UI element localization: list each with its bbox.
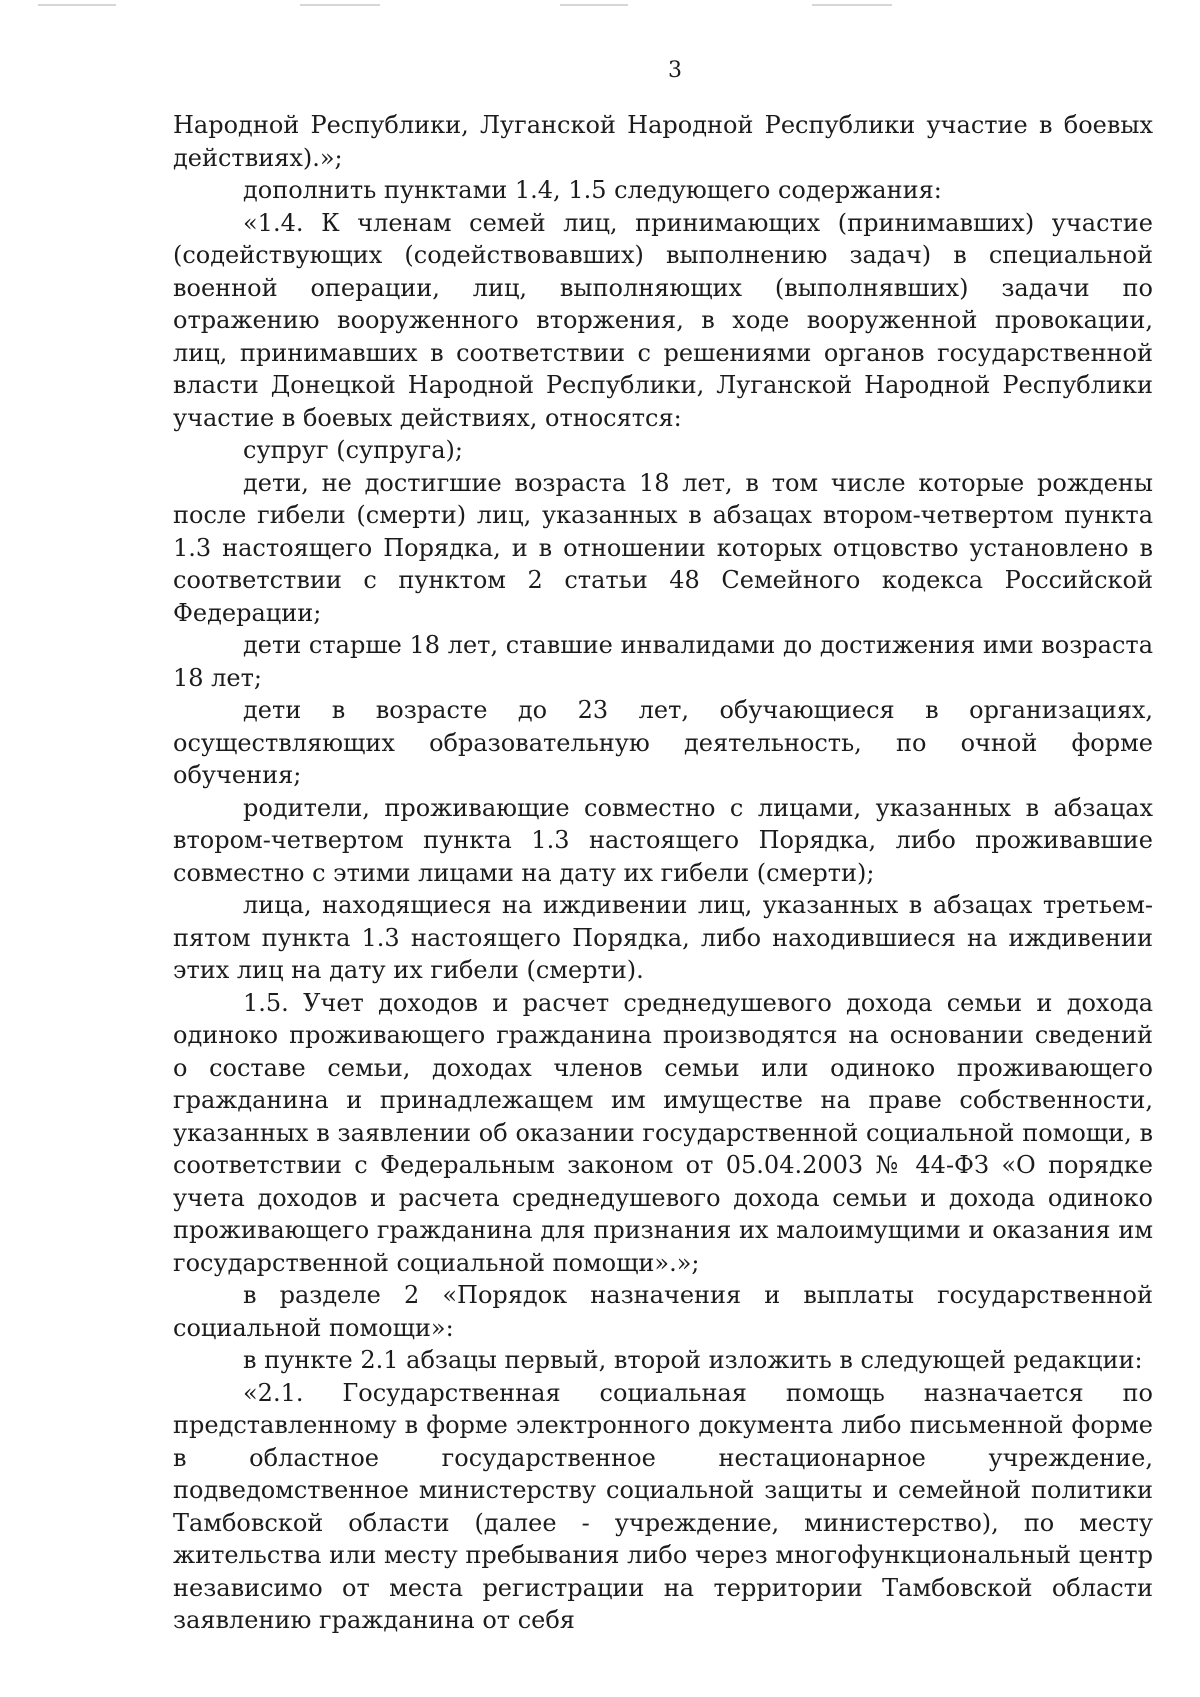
page-number: 3 [668,58,682,83]
paragraph: в разделе 2 «Порядок назначения и выплаты государственной социальной помощи»: [173,1281,1153,1342]
paragraph: Народной Республики, Луганской Народной Республики участие в боевых действиях).»; [173,111,1153,172]
paragraph: дети, не достигшие возраста 18 лет, в том числе которые рождены после гибели (смерти) лиц, указанных в абзацах втором-четвертом пункта 1.3 настоящего Порядка, и в отношении которых отцовство установлено в соответствии с пунктом 2 статьи 48 Семейного кодекса Российской Федерации; [173,468,1153,627]
paragraph: 1.5. Учет доходов и расчет среднедушевого дохода семьи и дохода одиноко проживающего гражданина производятся на основании сведений о составе семьи, доходах членов семьи или одиноко проживающего гражданина и принадлежащем им имуществе на праве собственности, указанных в заявлении об оказании государственной социальной помощи, в соответствии с Федеральным законом от 05.04.2003 № 44-ФЗ «О порядке учета доходов и расчета среднедушевого дохода семьи и дохода одиноко проживающего гражданина для признания их малоимущими и оказания им государственной социальной помощи».»; [173,988,1153,1277]
paragraph: «1.4. К членам семей лиц, принимающих (принимавших) участие (содействующих (содействовавших) выполнению задач) в специальной военной операции, лиц, выполняющих (выполнявших) задачи по отражению вооруженного вторжения, в ходе вооруженной провокации, лиц, принимавших в соответствии с решениями органов государственной власти Донецкой Народной Республики, Луганской Народной Республики участие в боевых действиях, относятся: [173,208,1153,432]
scan-artifact [300,4,380,6]
paragraph: в пункте 2.1 абзацы первый, второй изложить в следующей редакции: [243,1346,1143,1374]
document-body [173,109,1153,1637]
scan-artifact [38,4,116,6]
paragraph: «2.1. Государственная социальная помощь назначается по представленному в форме электронного документа либо письменной форме в областное государственное нестационарное учреждение, подведомственное министерству социальной защиты и семейной политики Тамбовской области (далее - учреждение, министерство), по месту жительства или месту пребывания либо через многофункциональный центр независимо от места регистрации на территории Тамбовской области заявлению гражданина от себя [173,1378,1153,1634]
paragraph: дополнить пунктами 1.4, 1.5 следующего содержания: [243,176,942,204]
paragraph: супруг (супруга); [243,436,463,464]
paragraph: лица, находящиеся на иждивении лиц, указанных в абзацах третьем-пятом пункта 1.3 настоящего Порядка, либо находившиеся на иждивении этих лиц на дату их гибели (смерти). [173,891,1153,984]
paragraph: дети старше 18 лет, ставшие инвалидами до достижения ими возраста 18 лет; [173,631,1153,692]
paragraph: родители, проживающие совместно с лицами, указанных в абзацах втором-четвертом пункта 1.3 настоящего Порядка, либо проживавшие совместно с этими лицами на дату их гибели (смерти); [173,793,1153,887]
scan-artifact [812,4,892,6]
paragraph: дети в возрасте до 23 лет, обучающиеся в организациях, осуществляющих образовательную деятельность, по очной форме обучения; [173,696,1153,789]
scan-artifact [560,4,628,6]
